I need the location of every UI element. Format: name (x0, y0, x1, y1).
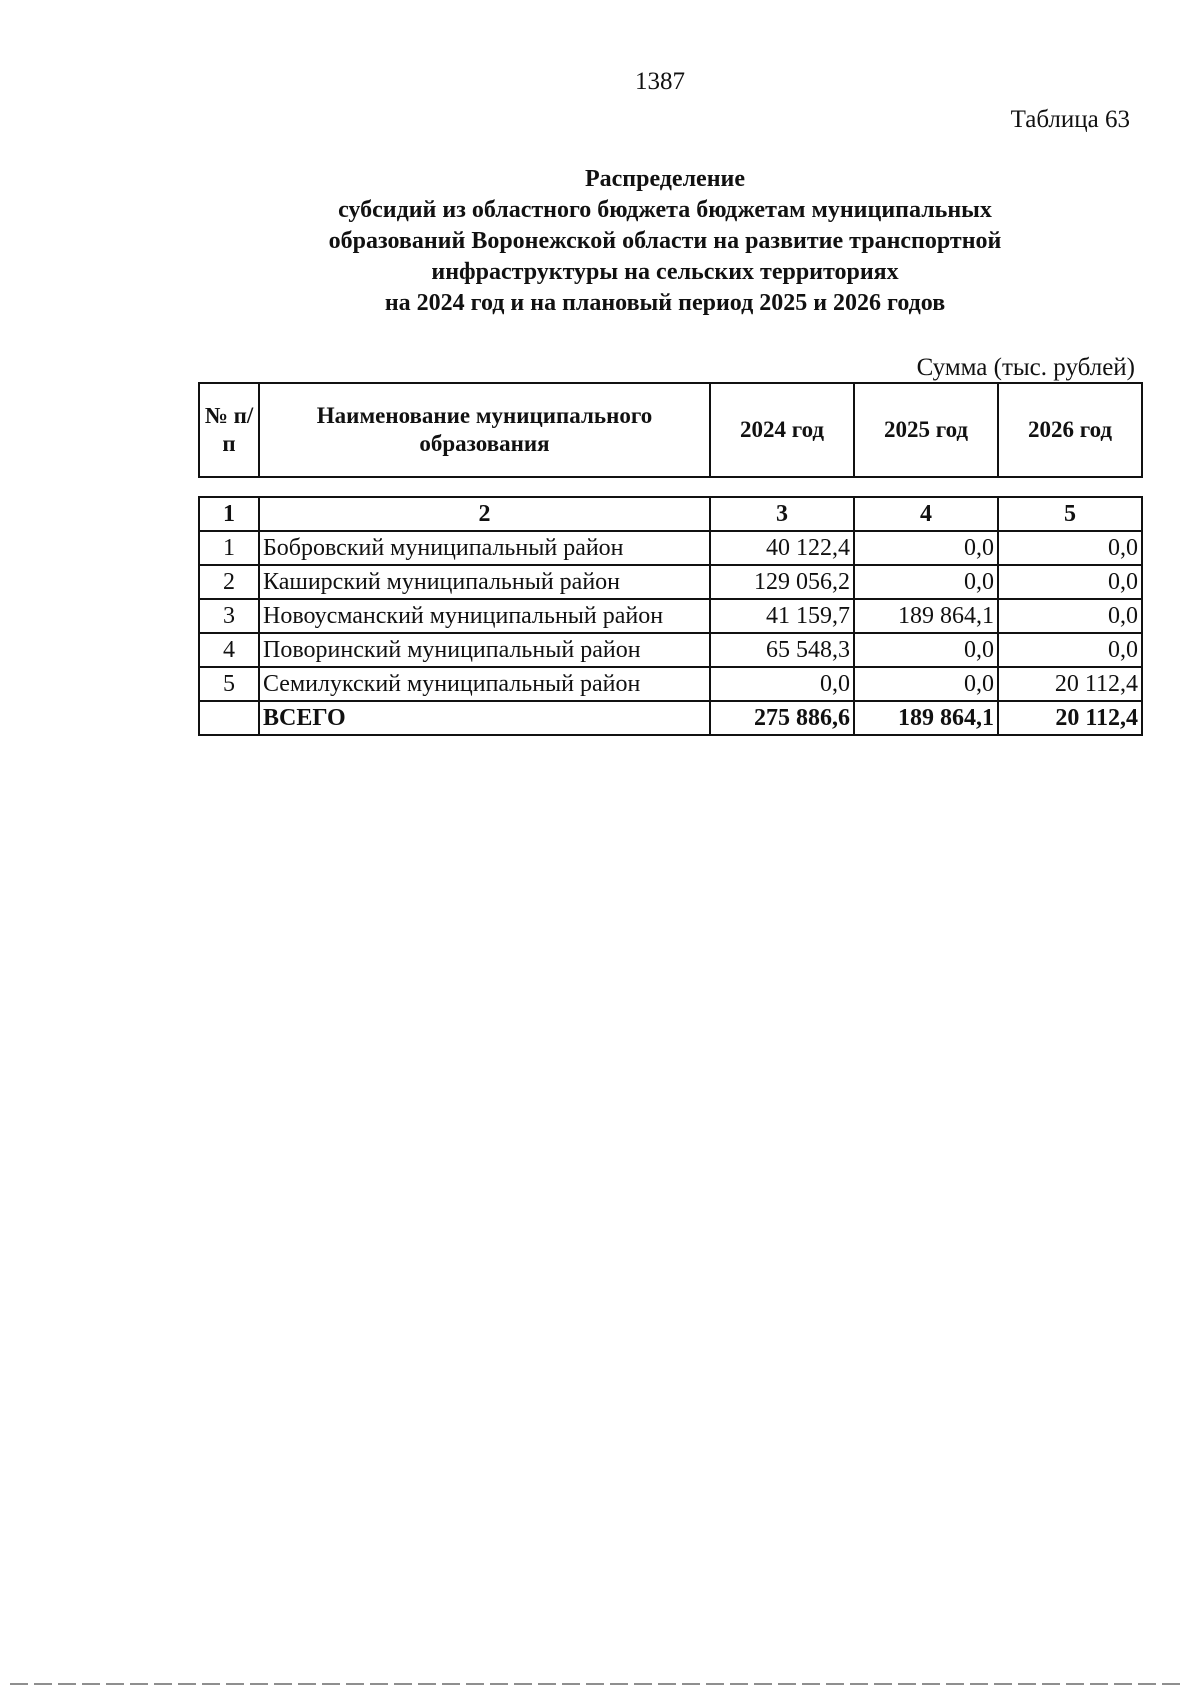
row-num: 3 (199, 599, 259, 633)
row-num: 5 (199, 667, 259, 701)
table-header (198, 382, 1143, 478)
row-2024: 129 056,2 (710, 565, 854, 599)
header-2024: 2024 год (710, 383, 854, 477)
row-name: Новоусманский муниципальный район (259, 599, 710, 633)
table-row (199, 633, 1142, 667)
title-line: на 2024 год и на плановый период 2025 и 2026 годов (384, 290, 946, 316)
column-number: 1 (199, 497, 259, 531)
row-2026: 0,0 (998, 531, 1142, 565)
row-2025: 189 864,1 (854, 599, 998, 633)
header-2026: 2026 год (998, 383, 1142, 477)
column-number: 5 (998, 497, 1142, 531)
row-2024: 65 548,3 (710, 633, 854, 667)
total-label: ВСЕГО (259, 701, 710, 735)
row-2025: 0,0 (854, 633, 998, 667)
row-2026: 0,0 (998, 599, 1142, 633)
row-2025: 0,0 (854, 667, 998, 701)
row-num: 1 (199, 531, 259, 565)
row-2024: 41 159,7 (710, 599, 854, 633)
row-num: 4 (199, 633, 259, 667)
row-name: Бобровский муниципальный район (259, 531, 710, 565)
total-num (199, 701, 259, 735)
total-2024: 275 886,6 (710, 701, 854, 735)
header-num: № п/п (199, 383, 259, 477)
total-2025: 189 864,1 (854, 701, 998, 735)
column-number: 3 (710, 497, 854, 531)
header-2025: 2025 год (854, 383, 998, 477)
row-name: Поворинский муниципальный район (259, 633, 710, 667)
units-label: Сумма (тыс. рублей) (916, 354, 1135, 381)
row-2025: 0,0 (854, 531, 998, 565)
row-2025: 0,0 (854, 565, 998, 599)
row-name: Семилукский муниципальный район (259, 667, 710, 701)
row-2024: 0,0 (710, 667, 854, 701)
subsidy-table (198, 496, 1143, 736)
title-line: Распределение (584, 166, 746, 192)
row-2026: 0,0 (998, 565, 1142, 599)
column-number: 4 (854, 497, 998, 531)
document-title (190, 164, 1140, 319)
header-name: Наименование муниципального образования (259, 383, 710, 477)
table-row (199, 565, 1142, 599)
total-2026: 20 112,4 (998, 701, 1142, 735)
column-number: 2 (259, 497, 710, 531)
title-line: инфраструктуры на сельских территориях (431, 259, 899, 285)
table-row (199, 531, 1142, 565)
row-name: Каширский муниципальный район (259, 565, 710, 599)
table-label: Таблица 63 (1010, 106, 1130, 133)
title-line: образований Воронежской области на развитие транспортной (328, 228, 1002, 254)
table-row (199, 667, 1142, 701)
total-row (199, 701, 1142, 735)
row-2026: 20 112,4 (998, 667, 1142, 701)
row-2026: 0,0 (998, 633, 1142, 667)
title-line: субсидий из областного бюджета бюджетам муниципальных (338, 197, 992, 223)
scan-artifact-line (10, 1683, 1185, 1685)
page-number: 1387 (635, 68, 685, 95)
row-num: 2 (199, 565, 259, 599)
table-row (199, 599, 1142, 633)
row-2024: 40 122,4 (710, 531, 854, 565)
column-number-row (199, 497, 1142, 531)
